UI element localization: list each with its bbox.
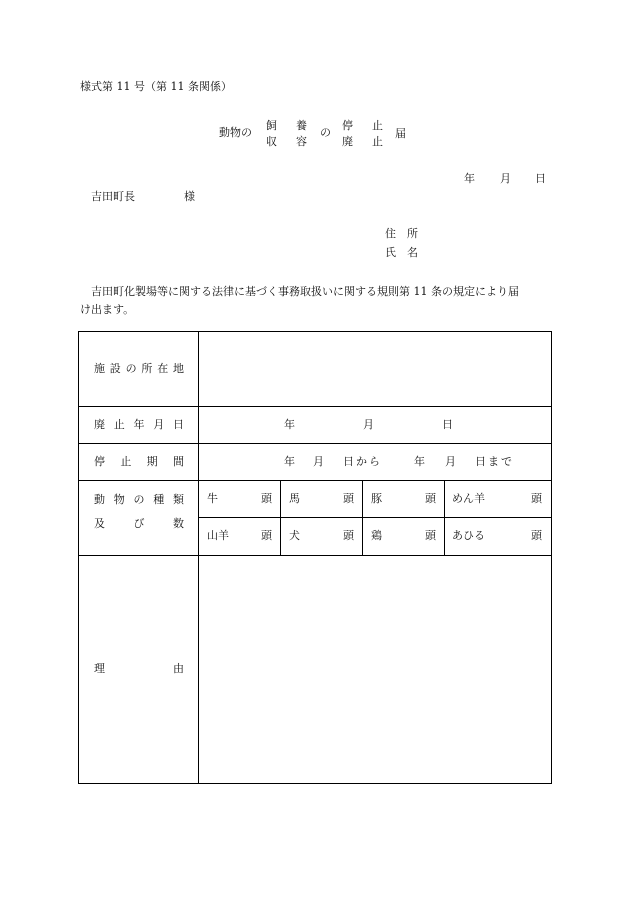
title-prefix: 動物の (219, 126, 252, 139)
animal-horse: 馬 (289, 492, 300, 505)
row-divider (78, 555, 552, 556)
animal-column-divider (280, 480, 281, 555)
animal-pig: 豚 (371, 492, 382, 505)
animal-unit: 頭 (531, 529, 542, 542)
body-text (80, 283, 548, 319)
title-halt-char-top: 止 (372, 119, 383, 132)
form-number: 様式第 11 号（第 11 条関係） (80, 80, 232, 93)
animal-duck: あひる (452, 529, 485, 542)
animal-dog: 犬 (289, 529, 300, 542)
label-column-divider (198, 331, 199, 784)
suspension-to-month: 月 (445, 455, 456, 468)
date-month: 月 (500, 172, 511, 185)
title-contain-char: 容 (296, 135, 307, 148)
title-abolish-char: 廃 (342, 135, 353, 148)
row-divider (78, 480, 552, 481)
suspension-to-year: 年 (414, 455, 425, 468)
animal-unit: 頭 (261, 529, 272, 542)
abolition-year: 年 (284, 418, 295, 431)
abolition-date-label: 廃 止 年 月 日 (94, 418, 184, 431)
suspension-from-year: 年 (284, 455, 295, 468)
reason-label: 理 由 (94, 662, 184, 675)
animal-unit: 頭 (343, 529, 354, 542)
addressee-name: 吉田町長 (91, 190, 135, 203)
animal-unit: 頭 (343, 492, 354, 505)
body-text-line1: 吉田町化製場等に関する法律に基づく事務取扱いに関する規則第 11 条の規定により届 (91, 285, 519, 298)
row-divider (198, 517, 552, 518)
abolition-day: 日 (442, 418, 453, 431)
suspension-from-month: 月 (313, 455, 324, 468)
facility-location-field[interactable] (200, 334, 549, 404)
animal-unit: 頭 (261, 492, 272, 505)
animal-unit: 頭 (531, 492, 542, 505)
title-halt-char-bottom: 止 (372, 135, 383, 148)
row-divider (78, 443, 552, 444)
animal-column-divider (362, 480, 363, 555)
reason-field[interactable] (200, 558, 549, 781)
row-divider (78, 406, 552, 407)
animal-column-divider (444, 480, 445, 555)
title-raise-char: 養 (296, 119, 307, 132)
date-day: 日 (535, 172, 546, 185)
body-text-line2: け出ます。 (80, 303, 135, 316)
facility-location-label: 施 設 の 所 在 地 (94, 362, 184, 375)
abolition-month: 月 (363, 418, 374, 431)
animal-chicken: 鶏 (371, 529, 382, 542)
animal-count-label: 及 び 数 (94, 517, 184, 530)
animal-types-label: 動 物 の 種 類 (94, 493, 184, 506)
title-stop-char: 停 (342, 119, 353, 132)
date-year: 年 (464, 172, 475, 185)
suspension-from-day: 日から (343, 455, 382, 468)
animal-sheep: めん羊 (452, 492, 485, 505)
animal-cattle: 牛 (207, 492, 218, 505)
title-connector: の (320, 126, 331, 139)
suspension-period-label: 停 止 期 間 (94, 455, 184, 468)
suspension-to-day: 日まで (475, 455, 514, 468)
addressee-honorific: 様 (184, 190, 195, 203)
animal-goat: 山羊 (207, 529, 229, 542)
animal-unit: 頭 (425, 529, 436, 542)
title-house-char: 収 (266, 135, 277, 148)
title-suffix: 届 (395, 127, 406, 140)
title-feed-char: 飼 (266, 119, 277, 132)
animal-unit: 頭 (425, 492, 436, 505)
